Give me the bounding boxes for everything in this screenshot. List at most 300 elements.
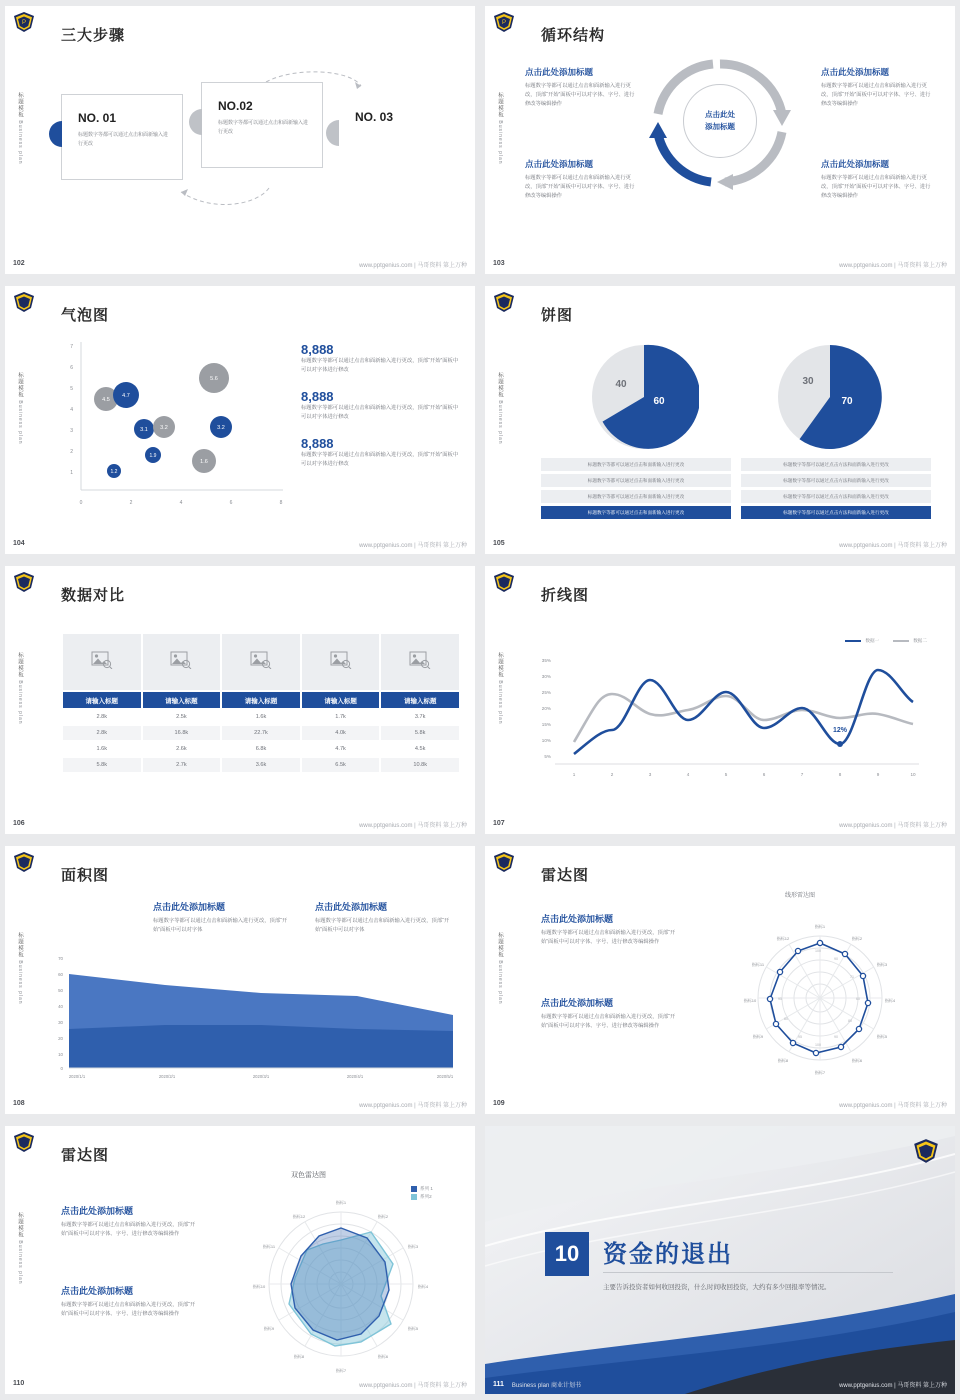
svg-text:60: 60 <box>58 972 63 977</box>
radar2-item-2[interactable] <box>61 1284 201 1319</box>
legend-item[interactable]: 标题数字等都可以通过点击和面新输入进行更改 <box>541 490 731 503</box>
image-icon <box>170 651 192 669</box>
legend-item[interactable]: 标题数字等都可以通过点击方法和面新输入进行更改 <box>741 458 931 471</box>
cycle-center-line1: 点击此处 <box>705 110 735 119</box>
svg-text:指标6: 指标6 <box>851 1058 863 1063</box>
area-chart-svg <box>35 950 455 1090</box>
footer-credit: www.pptgenius.com | 马哥资料 第上万种 <box>359 823 467 829</box>
svg-text:指标2: 指标2 <box>851 936 863 941</box>
table-cell: 2.8k <box>62 725 142 741</box>
step-card-3[interactable] <box>339 94 461 180</box>
svg-text:20: 20 <box>58 1036 63 1041</box>
svg-text:指标4: 指标4 <box>417 1284 429 1289</box>
footer-credit: www.pptgenius.com | 马哥资料 第上万种 <box>359 543 467 549</box>
table-header-row <box>62 691 460 709</box>
table-cell: 2.8k <box>62 709 142 725</box>
cycle-item-3-text: 标题数字等都可以通过点击和面新输入进行更改，顶部“开始”面板中可以对字体、字号、进行修改等编辑操作 <box>821 83 931 107</box>
table-cell: 3.7k <box>380 709 460 725</box>
comparison-table <box>61 632 461 774</box>
radar-item-2[interactable] <box>541 996 681 1031</box>
svg-text:3.2: 3.2 <box>217 425 225 431</box>
logo-badge-icon <box>493 851 515 873</box>
svg-text:95: 95 <box>798 1035 802 1039</box>
image-placeholder-cell[interactable] <box>380 633 460 691</box>
table-cell: 4.0k <box>301 725 381 741</box>
side-label-cn: 标题模板 <box>17 1212 23 1238</box>
step-text-1: 标题数字等都可以通过点击和面新输入进行更改 <box>78 132 169 147</box>
table-row <box>62 709 460 725</box>
logo-badge-icon <box>13 1131 35 1153</box>
svg-text:2020/5/1: 2020/5/1 <box>436 1074 454 1079</box>
svg-text:80: 80 <box>848 1019 852 1023</box>
cycle-item-1-text: 标题数字等都可以通过点击和面新输入进行更改，顶部“开始”面板中可以对字体、字号、进行修改等编辑操作 <box>525 83 635 107</box>
pie-legend-right <box>741 458 931 522</box>
svg-text:2020/1/1: 2020/1/1 <box>68 1074 86 1079</box>
svg-text:指标11: 指标11 <box>262 1244 276 1249</box>
slide-footer <box>485 820 955 829</box>
svg-text:指标7: 指标7 <box>814 1070 826 1075</box>
svg-text:7: 7 <box>70 344 73 350</box>
svg-text:指标1: 指标1 <box>814 924 826 929</box>
legend-item[interactable]: 标题数字等都可以通过点击方法和面新输入进行更改 <box>741 474 931 487</box>
side-label-cn: 标题模板 <box>17 372 23 398</box>
svg-text:3: 3 <box>70 428 73 434</box>
logo-badge-icon <box>913 1138 939 1164</box>
svg-text:指标3: 指标3 <box>876 962 888 967</box>
radar-chart-svg <box>705 902 935 1087</box>
pie-chart-left <box>589 342 699 457</box>
legend-label-2: 系列2 <box>419 1194 432 1199</box>
svg-text:70: 70 <box>841 396 853 407</box>
cycle-item-1-title: 点击此处添加标题 <box>525 67 594 77</box>
table-cell: 4.5k <box>380 741 460 757</box>
stat-text-1: 标题数字等都可以通过点击和面新输入进行更改，顶部“开始”面板中可以对字体进行修改 <box>301 358 459 373</box>
step-card-2[interactable] <box>201 82 323 168</box>
table-cell: 16.8k <box>142 725 222 741</box>
page-number: 103 <box>493 260 505 267</box>
step-card-1[interactable] <box>61 94 183 180</box>
image-placeholder-cell[interactable] <box>142 633 222 691</box>
svg-text:20%: 20% <box>541 706 551 711</box>
legend-label-1: 系列 1 <box>419 1186 433 1191</box>
bubble-chart-svg <box>61 342 291 512</box>
radar2-item-2-title: 点击此处添加标题 <box>61 1286 134 1296</box>
svg-text:8: 8 <box>279 500 283 506</box>
image-placeholder-cell[interactable] <box>62 633 142 691</box>
table-cell: 2.6k <box>142 741 222 757</box>
area-item-1-text: 标题数字等都可以通过点击和面新输入进行更改，顶部“开始”面板中可以对字体 <box>153 918 288 933</box>
svg-text:4: 4 <box>686 772 690 777</box>
logo-badge-icon <box>493 11 515 33</box>
radar2-chart-svg <box>221 1180 461 1380</box>
svg-text:5.6: 5.6 <box>210 376 218 382</box>
footer-credit: www.pptgenius.com | 马哥资料 第上万种 <box>839 543 947 549</box>
svg-text:6: 6 <box>229 500 233 506</box>
svg-text:90: 90 <box>834 1035 838 1039</box>
table-cell: 4.7k <box>301 741 381 757</box>
svg-text:2: 2 <box>610 772 614 777</box>
slide-106[interactable] <box>5 566 475 834</box>
stat-text-3: 标题数字等都可以通过点击和面新输入进行更改，顶部“开始”面板中可以对字体进行修改 <box>301 452 459 467</box>
table-cell: 1.7k <box>301 709 381 725</box>
image-placeholder-cell[interactable] <box>301 633 381 691</box>
table-row <box>62 757 460 773</box>
page-title: 三大步骤 <box>61 27 126 44</box>
svg-text:4.7: 4.7 <box>122 393 130 399</box>
side-label-en: Business plan <box>17 120 23 165</box>
svg-text:指标6: 指标6 <box>377 1354 389 1359</box>
radar2-item-2-text: 标题数字等都可以通过点击和面新输入进行更改，顶部“开始”面板中可以对字体、字号、进行修改等编辑操作 <box>61 1302 196 1317</box>
table-cell: 22.7k <box>221 725 301 741</box>
svg-text:60: 60 <box>653 396 665 407</box>
legend-item-active[interactable]: 标题数字等都可以通过点击和面新输入进行更改 <box>541 506 731 519</box>
cycle-item-4-title: 点击此处添加标题 <box>821 159 890 169</box>
bubble-stats <box>301 342 461 469</box>
side-label-en: Business plan <box>497 680 503 725</box>
svg-text:指标4: 指标4 <box>884 998 896 1003</box>
svg-text:6: 6 <box>762 772 766 777</box>
svg-text:30%: 30% <box>541 674 551 679</box>
svg-text:指标5: 指标5 <box>407 1326 419 1331</box>
side-label <box>15 92 25 212</box>
svg-text:8: 8 <box>838 772 842 777</box>
table-row <box>62 725 460 741</box>
cycle-item-4-text: 标题数字等都可以通过点击和面新输入进行更改，顶部“开始”面板中可以对字体、字号、进行修改等编辑操作 <box>821 175 931 199</box>
table-cell: 2.7k <box>142 757 222 773</box>
svg-text:25%: 25% <box>541 690 551 695</box>
svg-text:指标10: 指标10 <box>252 1284 266 1289</box>
page-number: 105 <box>493 540 505 547</box>
svg-text:1: 1 <box>572 772 576 777</box>
footer-label: Business plan 商业计划书 <box>511 1383 581 1389</box>
page-title: 数据对比 <box>61 587 126 604</box>
radar-item-1-text: 标题数字等都可以通过点击和面新输入进行更改，顶部“开始”面板中可以对字体、字号、进行修改等编辑操作 <box>541 930 676 945</box>
bubble-chart <box>61 342 291 512</box>
radar-item-2-title: 点击此处添加标题 <box>541 998 614 1008</box>
slide-111[interactable] <box>485 1126 955 1394</box>
slide-footer <box>5 1380 475 1389</box>
logo-badge-icon <box>13 851 35 873</box>
radar2-item-1-text: 标题数字等都可以通过点击和面新输入进行更改，顶部“开始”面板中可以对字体、字号、进行修改等编辑操作 <box>61 1222 196 1237</box>
cycle-item-4[interactable] <box>821 158 933 201</box>
svg-text:5: 5 <box>724 772 728 777</box>
svg-text:6: 6 <box>70 365 73 371</box>
pie-legend-left <box>541 458 731 522</box>
slide-108[interactable] <box>5 846 475 1114</box>
svg-text:指标8: 指标8 <box>293 1354 305 1359</box>
svg-text:0: 0 <box>60 1066 63 1071</box>
page-number: 102 <box>13 260 25 267</box>
radar2-chart-title: 双色雷达图 <box>291 1172 326 1179</box>
svg-text:40: 40 <box>615 379 627 390</box>
image-icon <box>91 651 113 669</box>
area-item-2-title: 点击此处添加标题 <box>315 902 388 912</box>
step-number-3: NO. 03 <box>355 110 394 124</box>
page-title: 循环结构 <box>541 27 606 44</box>
legend-swatch-icon <box>893 640 909 642</box>
section-title: 资金的退出 <box>603 1241 733 1268</box>
footer-credit: www.pptgenius.com | 马哥资料 第上万种 <box>359 1383 467 1389</box>
svg-text:7: 7 <box>800 772 804 777</box>
svg-text:指标8: 指标8 <box>777 1058 789 1063</box>
svg-text:10: 10 <box>910 772 916 777</box>
page-number: 111 <box>493 1381 504 1388</box>
svg-text:1: 1 <box>70 470 73 476</box>
svg-text:指标9: 指标9 <box>263 1326 275 1331</box>
table-cell: 6.8k <box>221 741 301 757</box>
svg-text:3.2: 3.2 <box>160 425 168 431</box>
table-cell: 1.6k <box>221 709 301 725</box>
legend-item-active[interactable]: 标题数字等都可以通过点击方法和面新输入进行更改 <box>741 506 931 519</box>
stat-item-3[interactable] <box>301 436 461 469</box>
side-label <box>15 1212 25 1332</box>
svg-text:90: 90 <box>834 957 838 961</box>
legend-entry-1 <box>845 638 879 644</box>
table-cell: 6.5k <box>301 757 381 773</box>
table-cell: 10.8k <box>380 757 460 773</box>
slide-footer <box>485 1100 955 1109</box>
legend-label-1: 数据一 <box>865 638 880 643</box>
slide-footer <box>485 1380 955 1389</box>
table-cell: 5.8k <box>380 725 460 741</box>
column-header: 请输入标题 <box>221 691 301 709</box>
svg-text:2020/4/1: 2020/4/1 <box>346 1074 364 1079</box>
logo-badge-icon <box>13 291 35 313</box>
slide-footer <box>485 260 955 269</box>
stat-item-2[interactable] <box>301 389 461 422</box>
svg-text:1.2: 1.2 <box>110 469 118 475</box>
svg-text:2020/2/1: 2020/2/1 <box>158 1074 176 1079</box>
table-cell: 1.6k <box>62 741 142 757</box>
slide-102[interactable] <box>5 6 475 274</box>
stat-text-2: 标题数字等都可以通过点击和面新输入进行更改，顶部“开始”面板中可以对字体进行修改 <box>301 405 459 420</box>
slide-103[interactable] <box>485 6 955 274</box>
radar-item-1[interactable] <box>541 912 681 947</box>
footer-credit: www.pptgenius.com | 马哥资料 第上万种 <box>359 263 467 269</box>
cycle-item-3-title: 点击此处添加标题 <box>821 67 890 77</box>
svg-text:P: P <box>501 20 507 26</box>
side-label-cn: 标题模板 <box>497 932 503 958</box>
legend-entry-2 <box>893 638 927 644</box>
page-number: 108 <box>13 1100 25 1107</box>
footer-credit: www.pptgenius.com | 马哥资料 第上万种 <box>359 1103 467 1109</box>
step-marker-1-icon <box>49 121 62 147</box>
area-item-1-title: 点击此处添加标题 <box>153 902 226 912</box>
svg-text:2: 2 <box>129 500 133 506</box>
logo-badge-icon <box>493 571 515 593</box>
svg-text:5%: 5% <box>544 754 551 759</box>
logo-badge-icon <box>13 571 35 593</box>
footer-credit: www.pptgenius.com | 马哥资料 第上万种 <box>839 1103 947 1109</box>
svg-text:40: 40 <box>58 1004 63 1009</box>
slide-109[interactable] <box>485 846 955 1114</box>
area-item-2-text: 标题数字等都可以通过点击和面新输入进行更改，顶部“开始”面板中可以对字体 <box>315 918 450 933</box>
side-label-en: Business plan <box>17 680 23 725</box>
line-chart-annotation: 12% <box>832 727 848 734</box>
svg-text:10%: 10% <box>541 738 551 743</box>
svg-text:71: 71 <box>850 975 854 979</box>
area-item-2[interactable] <box>315 900 455 935</box>
svg-text:80: 80 <box>784 1017 788 1021</box>
step-text-2: 标题数字等都可以通过点击和面新输入进行更改 <box>218 120 309 135</box>
side-label <box>495 92 505 212</box>
stat-number-3: 8,888 <box>301 436 334 451</box>
cycle-item-2-title: 点击此处添加标题 <box>525 159 594 169</box>
cycle-center-label <box>683 84 757 158</box>
svg-text:指标11: 指标11 <box>751 962 765 967</box>
side-label-en: Business plan <box>497 400 503 445</box>
footer-credit: www.pptgenius.com | 马哥资料 第上万种 <box>839 823 947 829</box>
steps-container <box>61 82 461 192</box>
side-label <box>495 372 505 492</box>
svg-text:70: 70 <box>58 956 63 961</box>
slide-footer <box>5 1100 475 1109</box>
slide-107[interactable] <box>485 566 955 834</box>
page-number: 107 <box>493 820 505 827</box>
svg-text:2020/3/1: 2020/3/1 <box>252 1074 270 1079</box>
legend-item[interactable]: 标题数字等都可以通过点击和面新输入进行更改 <box>541 474 731 487</box>
page-title: 雷达图 <box>61 1147 110 1164</box>
side-label-cn: 标题模板 <box>17 92 23 118</box>
cycle-center-line2: 添加标题 <box>705 122 735 131</box>
table-row-images <box>62 633 460 691</box>
divider <box>603 1272 893 1273</box>
footer-credit: www.pptgenius.com | 马哥资料 第上万种 <box>839 1383 947 1389</box>
page-number: 109 <box>493 1100 505 1107</box>
side-label-en: Business plan <box>497 120 503 165</box>
side-label-en: Business plan <box>17 400 23 445</box>
svg-text:0: 0 <box>79 500 83 506</box>
slide-110[interactable] <box>5 1126 475 1394</box>
svg-text:60: 60 <box>856 997 860 1001</box>
slide-footer <box>5 820 475 829</box>
page-title: 折线图 <box>541 587 590 604</box>
legend-item[interactable]: 标题数字等都可以通过点击和面新输入进行更改 <box>541 458 731 471</box>
svg-text:指标12: 指标12 <box>292 1214 306 1219</box>
footer-credit: www.pptgenius.com | 马哥资料 第上万种 <box>839 263 947 269</box>
svg-text:5: 5 <box>70 386 73 392</box>
section-number: 10 <box>545 1232 589 1276</box>
side-label <box>15 372 25 492</box>
slide-footer <box>5 540 475 549</box>
stat-number-1: 8,888 <box>301 342 334 357</box>
page-title: 雷达图 <box>541 867 590 884</box>
image-icon <box>409 651 431 669</box>
svg-text:35%: 35% <box>541 658 551 663</box>
pie-chart-right <box>775 342 885 457</box>
page-number: 110 <box>13 1380 25 1387</box>
side-label-cn: 标题模板 <box>17 932 23 958</box>
column-header: 请输入标题 <box>62 691 142 709</box>
slide-footer <box>5 260 475 269</box>
side-label-cn: 标题模板 <box>497 652 503 678</box>
svg-text:15%: 15% <box>541 722 551 727</box>
step-number-1: NO. 01 <box>78 111 117 125</box>
svg-text:指标2: 指标2 <box>377 1214 389 1219</box>
svg-text:4: 4 <box>179 500 183 506</box>
svg-text:P: P <box>21 20 27 26</box>
svg-text:3: 3 <box>648 772 652 777</box>
cycle-item-1[interactable] <box>525 66 637 109</box>
side-label <box>495 652 505 772</box>
side-label-cn: 标题模板 <box>17 652 23 678</box>
legend-item[interactable]: 标题数字等都可以通过点击方法和面新输入进行更改 <box>741 490 931 503</box>
section-subtitle: 主要告诉投资者如何收回投资，什么时间收回投资，大约有多少回报率等情况。 <box>603 1284 831 1291</box>
logo-badge-icon <box>493 291 515 313</box>
radar-chart-title: 线形雷达图 <box>785 893 816 899</box>
page-title: 饼图 <box>541 307 574 324</box>
side-label <box>495 932 505 1052</box>
image-icon <box>330 651 352 669</box>
svg-text:指标1: 指标1 <box>335 1200 347 1205</box>
slide-105[interactable] <box>485 286 955 554</box>
cycle-item-2[interactable] <box>525 158 637 201</box>
radar-item-2-text: 标题数字等都可以通过点击和面新输入进行更改，顶部“开始”面板中可以对字体、字号、进行修改等编辑操作 <box>541 1014 676 1029</box>
svg-text:指标5: 指标5 <box>876 1034 888 1039</box>
slide-104[interactable] <box>5 286 475 554</box>
radar-item-1-title: 点击此处添加标题 <box>541 914 614 924</box>
svg-text:指标12: 指标12 <box>776 936 790 941</box>
side-label-en: Business plan <box>17 1240 23 1285</box>
area-item-1[interactable] <box>153 900 293 935</box>
side-label-cn: 标题模板 <box>497 372 503 398</box>
column-header: 请输入标题 <box>142 691 222 709</box>
table-cell: 2.5k <box>142 709 222 725</box>
side-label <box>15 932 25 1052</box>
line-chart-svg <box>529 652 929 792</box>
page-title: 气泡图 <box>61 307 110 324</box>
column-header: 请输入标题 <box>301 691 381 709</box>
radar2-item-1-title: 点击此处添加标题 <box>61 1206 134 1216</box>
image-placeholder-cell[interactable] <box>221 633 301 691</box>
slide-footer <box>485 540 955 549</box>
svg-text:4: 4 <box>70 407 73 413</box>
page-number: 104 <box>13 540 25 547</box>
svg-text:2: 2 <box>70 449 73 455</box>
radar2-item-1[interactable] <box>61 1204 201 1239</box>
svg-text:30: 30 <box>58 1020 63 1025</box>
svg-text:1.6: 1.6 <box>200 459 208 465</box>
page-number: 106 <box>13 820 25 827</box>
svg-text:100: 100 <box>815 1043 821 1047</box>
side-label-en: Business plan <box>17 960 23 1005</box>
image-icon <box>250 651 272 669</box>
step-number-2: NO.02 <box>218 99 253 113</box>
cycle-item-2-text: 标题数字等都可以通过点击和面新输入进行更改，顶部“开始”面板中可以对字体、字号、进行修改等编辑操作 <box>525 175 635 199</box>
svg-text:4.5: 4.5 <box>102 397 110 403</box>
svg-text:指标10: 指标10 <box>743 998 757 1003</box>
svg-text:3.1: 3.1 <box>140 427 148 433</box>
side-label-en: Business plan <box>497 960 503 1005</box>
svg-text:1.9: 1.9 <box>149 453 157 459</box>
logo-badge-icon <box>13 11 35 33</box>
svg-text:指标9: 指标9 <box>752 1034 764 1039</box>
svg-text:9: 9 <box>876 772 880 777</box>
table-cell: 5.8k <box>62 757 142 773</box>
column-header: 请输入标题 <box>380 691 460 709</box>
svg-text:指标3: 指标3 <box>407 1244 419 1249</box>
page-title: 面积图 <box>61 867 110 884</box>
side-label <box>15 652 25 772</box>
svg-text:30: 30 <box>802 376 814 387</box>
svg-text:100: 100 <box>815 949 821 953</box>
stat-item-1[interactable] <box>301 342 461 375</box>
stat-number-2: 8,888 <box>301 389 334 404</box>
cycle-item-3[interactable] <box>821 66 933 109</box>
legend-label-2: 数据二 <box>913 638 927 643</box>
svg-text:50: 50 <box>58 988 63 993</box>
side-label-cn: 标题模板 <box>497 92 503 118</box>
